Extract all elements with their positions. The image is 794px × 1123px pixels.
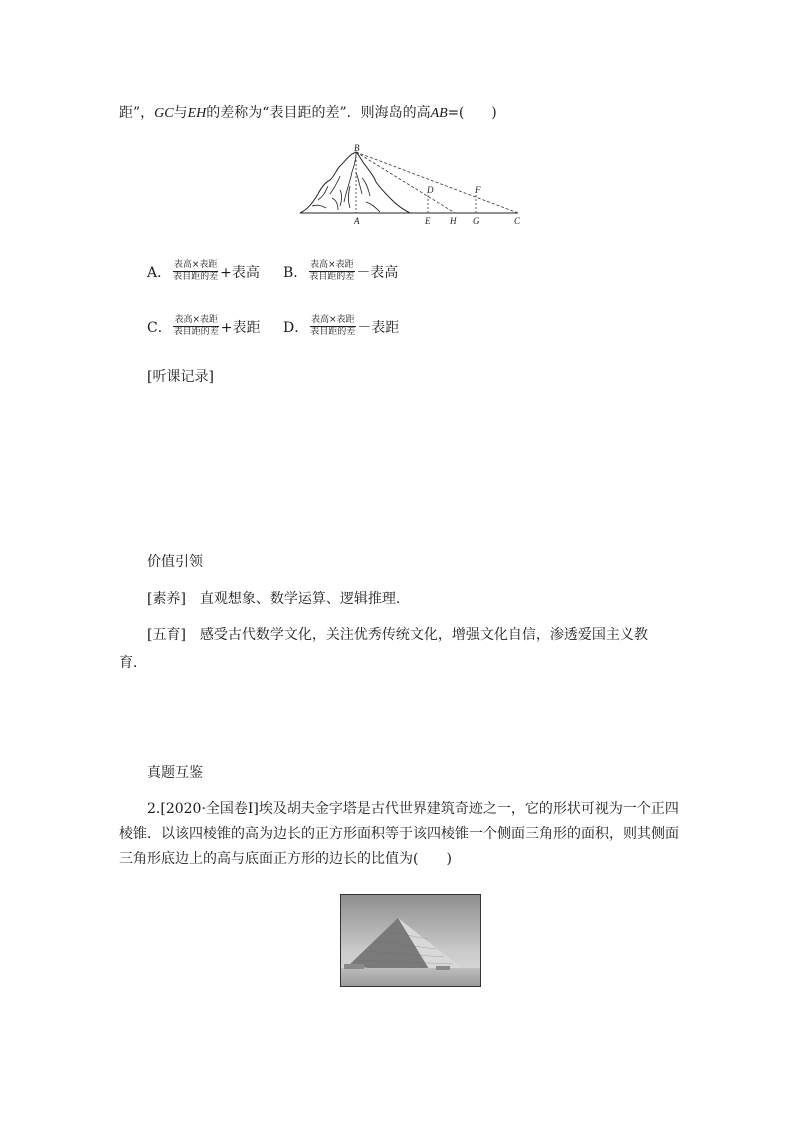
choice-letter: B． bbox=[283, 264, 308, 281]
wuyu-line-1: [五育] 感受古代数学文化，关注优秀传统文化，增强文化自信，渗透爱国主义教 bbox=[147, 627, 648, 643]
fraction-denominator: 表目距的差 bbox=[310, 327, 356, 337]
label-g: G bbox=[473, 216, 480, 226]
label-f: F bbox=[475, 185, 481, 195]
choice-b[interactable] bbox=[283, 260, 398, 283]
choice-letter: D． bbox=[283, 319, 309, 336]
answer-bracket: =( ) bbox=[447, 105, 497, 121]
choice-term: +表高 bbox=[220, 264, 260, 281]
label-a: A bbox=[354, 216, 360, 226]
label-c: C bbox=[514, 216, 521, 226]
fraction-denominator: 表目距的差 bbox=[173, 327, 219, 337]
segment-ab: AB bbox=[430, 106, 448, 121]
fraction-numerator: 表高×表距 bbox=[310, 260, 354, 270]
photo-ruins bbox=[344, 964, 364, 969]
question-2-line-3: 三角形底边上的高与底面正方形的边长的比值为( ) bbox=[119, 851, 452, 867]
value-heading: 价值引领 bbox=[147, 554, 203, 570]
choice-letter: A． bbox=[147, 264, 172, 281]
choice-term: －表高 bbox=[356, 264, 399, 281]
segment-eh: EH bbox=[187, 106, 207, 121]
island-figure bbox=[296, 142, 528, 230]
label-b: B bbox=[354, 143, 360, 153]
fraction bbox=[308, 260, 355, 283]
fraction-denominator: 表目距的差 bbox=[309, 272, 355, 282]
label-e: E bbox=[425, 216, 431, 226]
choice-d[interactable] bbox=[283, 315, 399, 338]
segment-gc: GC bbox=[154, 106, 174, 121]
question-2-line-2: 棱锥．以该四棱锥的高为边长的正方形面积等于该四棱锥一个侧面三角形的面积，则其侧面 bbox=[119, 826, 679, 842]
wuyu-line-2: 育． bbox=[119, 655, 147, 671]
choice-term: +表距 bbox=[220, 319, 261, 336]
intro-text-2: 与 bbox=[173, 105, 188, 121]
question-2-line-1: 2.[2020·全国卷Ⅰ]埃及胡夫金字塔是古代世界建筑奇迹之一，它的形状可视为一个正四 bbox=[147, 801, 679, 817]
intro-text-3: 的差称为“表目距的差”．则海岛的高 bbox=[206, 105, 431, 121]
intro-text-1: 距”， bbox=[119, 105, 155, 121]
fraction-numerator: 表高×表距 bbox=[310, 315, 355, 325]
choice-c[interactable] bbox=[147, 315, 260, 338]
intro-line bbox=[119, 101, 497, 122]
choice-a[interactable] bbox=[147, 260, 260, 283]
label-h: H bbox=[450, 216, 457, 226]
real-heading: 真题互鉴 bbox=[147, 765, 203, 781]
choice-term: －表距 bbox=[357, 319, 400, 336]
suyang-line: [素养] 直观想象、数学运算、逻辑推理． bbox=[147, 591, 410, 607]
label-d: D bbox=[427, 185, 434, 195]
pyramid-photo bbox=[340, 894, 481, 987]
record-label: [听课记录] bbox=[147, 369, 214, 385]
fraction-denominator: 表目距的差 bbox=[173, 272, 219, 282]
fraction bbox=[172, 260, 219, 283]
fraction-numerator: 表高×表距 bbox=[173, 260, 218, 270]
fraction-numerator: 表高×表距 bbox=[174, 315, 218, 325]
photo-ruins-right bbox=[436, 966, 450, 970]
choice-letter: C． bbox=[147, 319, 172, 336]
fraction bbox=[309, 315, 356, 338]
photo-ground bbox=[340, 968, 481, 987]
fraction bbox=[173, 315, 220, 338]
